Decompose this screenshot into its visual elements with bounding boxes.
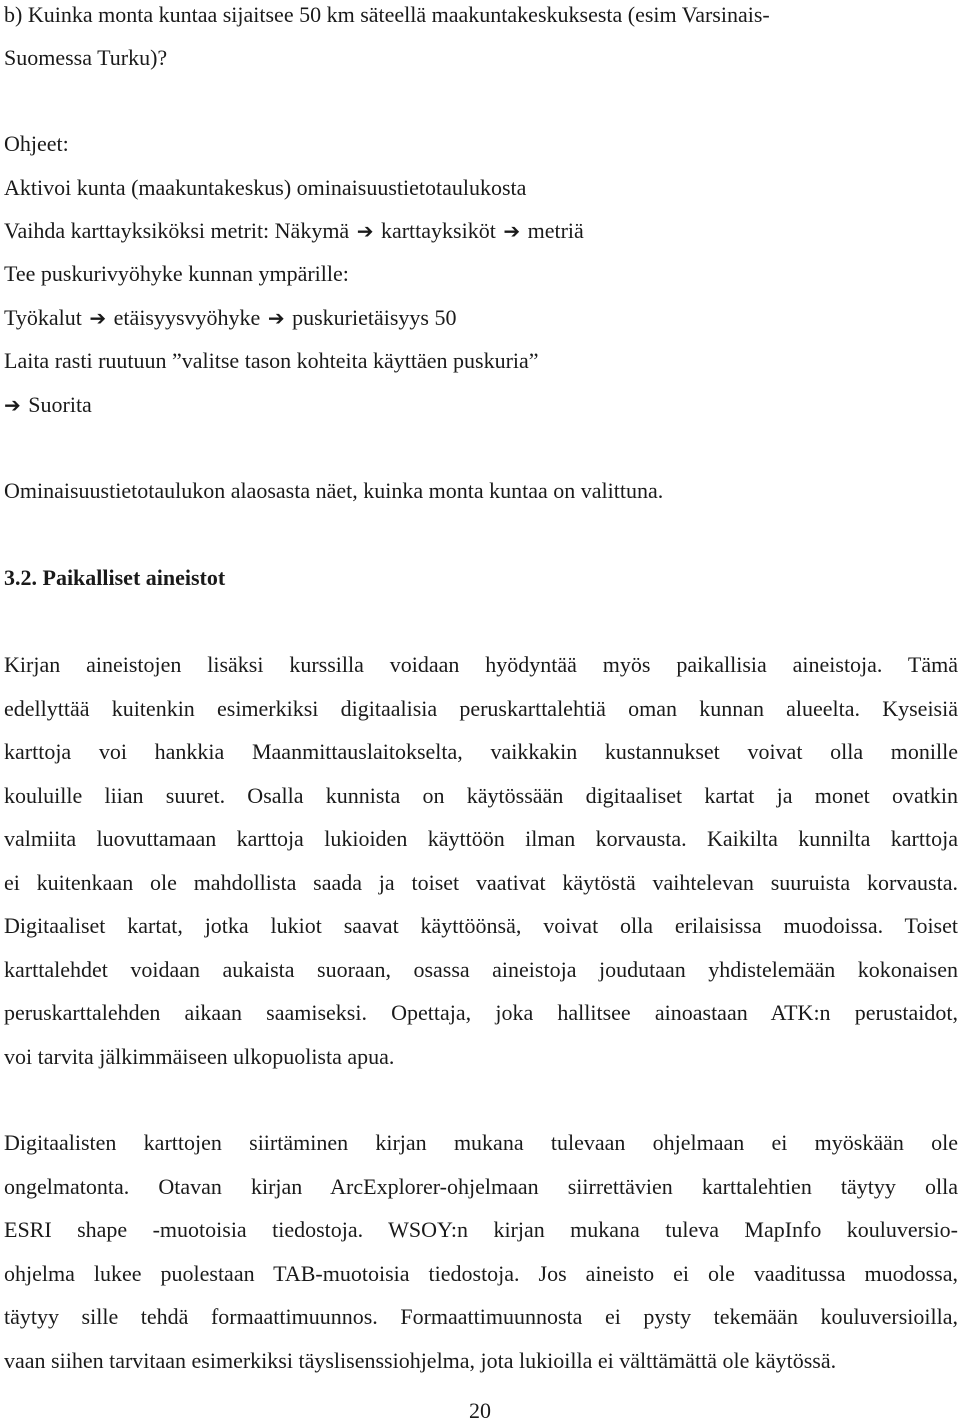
instruction-step-6-label: Suorita (28, 392, 92, 417)
instruction-step-4-part-b: etäisyysvyöhyke (113, 305, 261, 330)
paragraph-2-line-2-text: ongelmatonta. Otavan kirjan ArcExplorer-ohjelmaan siirrettävien karttalehtien täytyy olla (4, 1173, 958, 1199)
paragraph-1-line-8 (4, 957, 958, 983)
paragraph-1-line-7-text: Digitaaliset kartat, jotka lukiot saavat käyttöönsä, voivat olla erilaisissa muodoissa. Toiset (4, 913, 958, 938)
instruction-step-6 (4, 392, 92, 418)
instruction-result: Ominaisuustietotaulukon alaosasta näet, kuinka monta kuntaa on valittuna. (4, 478, 664, 503)
paragraph-2-line-4-text: ohjelma lukee puolestaan TAB-muotoisia tiedostoja. Jos aineisto ei ole vaaditussa muodossa, (4, 1260, 958, 1286)
arrow-right-icon: ➔ (503, 219, 521, 243)
instruction-step-1: Aktivoi kunta (maakuntakeskus) ominaisuustietotaulukosta (4, 175, 527, 200)
instruction-step-4 (4, 305, 456, 331)
instruction-step-3: Tee puskurivyöhyke kunnan ympärille: (4, 261, 349, 286)
page-number: 20 (469, 1398, 491, 1423)
instruction-step-2-part-a: Vaihda karttayksiköksi metrit: Näkymä (4, 218, 350, 243)
paragraph-1-line-8-text: karttalehdet voidaan aukaista suoraan, osassa aineistoja joudutaan yhdistelemään kokonaisen (4, 956, 958, 982)
paragraph-2-line-5 (4, 1304, 958, 1330)
paragraph-1-line-3 (4, 739, 958, 765)
arrow-right-icon: ➔ (4, 393, 21, 417)
arrow-right-icon: ➔ (89, 306, 107, 330)
paragraph-2-line-3 (4, 1217, 958, 1243)
instruction-step-2-part-b: karttayksiköt (380, 218, 496, 243)
paragraph-2-line-6: vaan siihen tarvitaan esimerkiksi täyslisenssiohjelma, jota lukioilla ei välttämättä ole käytössä. (4, 1348, 837, 1373)
paragraph-2-line-4 (4, 1261, 958, 1287)
paragraph-2-line-1-text: Digitaalisten karttojen siirtäminen kirjan mukana tulevaan ohjelmaan ei myöskään ole (4, 1130, 958, 1155)
instruction-step-2-part-c: metriä (527, 218, 584, 243)
paragraph-1-line-2-text: edellyttää kuitenkin esimerkiksi digitaalisia peruskarttalehtiä oman kunnan alueelta. Kyseisiä (4, 695, 958, 721)
instruction-step-4-part-c: puskurietäisyys 50 (292, 305, 457, 330)
paragraph-1-line-6 (4, 870, 958, 896)
paragraph-1-line-5-text: valmiita luovuttamaan karttoja lukioiden käyttöön ilman korvausta. Kaikilta kunnilta karttoja (4, 826, 958, 851)
instruction-step-2 (4, 218, 584, 244)
arrow-right-icon: ➔ (356, 219, 374, 243)
question-b-line-2: Suomessa Turku)? (4, 45, 168, 70)
paragraph-1-line-4-text: kouluille liian suuret. Osalla kunnista on käytössään digitaaliset kartat ja monet ovatkin (4, 782, 958, 808)
paragraph-2-line-1 (4, 1130, 958, 1156)
question-b-line-1: b) Kuinka monta kuntaa sijaitsee 50 km säteellä maakuntakeskuksesta (esim Varsinais- (4, 2, 770, 27)
instructions-title: Ohjeet: (4, 131, 69, 156)
paragraph-1-line-1 (4, 652, 958, 678)
paragraph-1-line-7 (4, 913, 958, 939)
paragraph-2-line-5-text: täytyy sille tehdä formaattimuunnos. Formaattimuunnosta ei pysty tekemään kouluversioilla, (4, 1304, 958, 1330)
paragraph-1-line-9-text: peruskarttalehden aikaan saamiseksi. Opettaja, joka hallitsee ainoastaan ATK:n perustaidot, (4, 1000, 958, 1025)
paragraph-1-line-5 (4, 826, 958, 852)
paragraph-2-line-3-text: ESRI shape -muotoisia tiedostoja. WSOY:n kirjan mukana tuleva MapInfo kouluversio- (4, 1217, 958, 1243)
arrow-right-icon: ➔ (267, 306, 285, 330)
instruction-step-5: Laita rasti ruutuun ”valitse tason kohteita käyttäen puskuria” (4, 348, 539, 373)
paragraph-2-line-2 (4, 1174, 958, 1200)
paragraph-1-line-3-text: karttoja voi hankkia Maanmittauslaitokselta, vaikkakin kustannukset voivat olla monille (4, 739, 958, 764)
paragraph-1-line-10: voi tarvita jälkimmäiseen ulkopuolista apua. (4, 1043, 395, 1069)
instruction-step-4-part-a: Työkalut (4, 305, 82, 330)
paragraph-1-line-9 (4, 1000, 958, 1026)
section-heading: 3.2. Paikalliset aineistot (4, 565, 226, 590)
paragraph-1-line-6-text: ei kuitenkaan ole mahdollista saada ja toiset vaativat käytöstä vaihtelevan suuruista korvausta. (4, 869, 958, 895)
paragraph-1-line-1-text: Kirjan aineistojen lisäksi kurssilla voidaan hyödyntää myös paikallisia aineistoja. Tämä (4, 652, 958, 677)
paragraph-1-line-4 (4, 783, 958, 809)
paragraph-1-line-2 (4, 696, 958, 722)
